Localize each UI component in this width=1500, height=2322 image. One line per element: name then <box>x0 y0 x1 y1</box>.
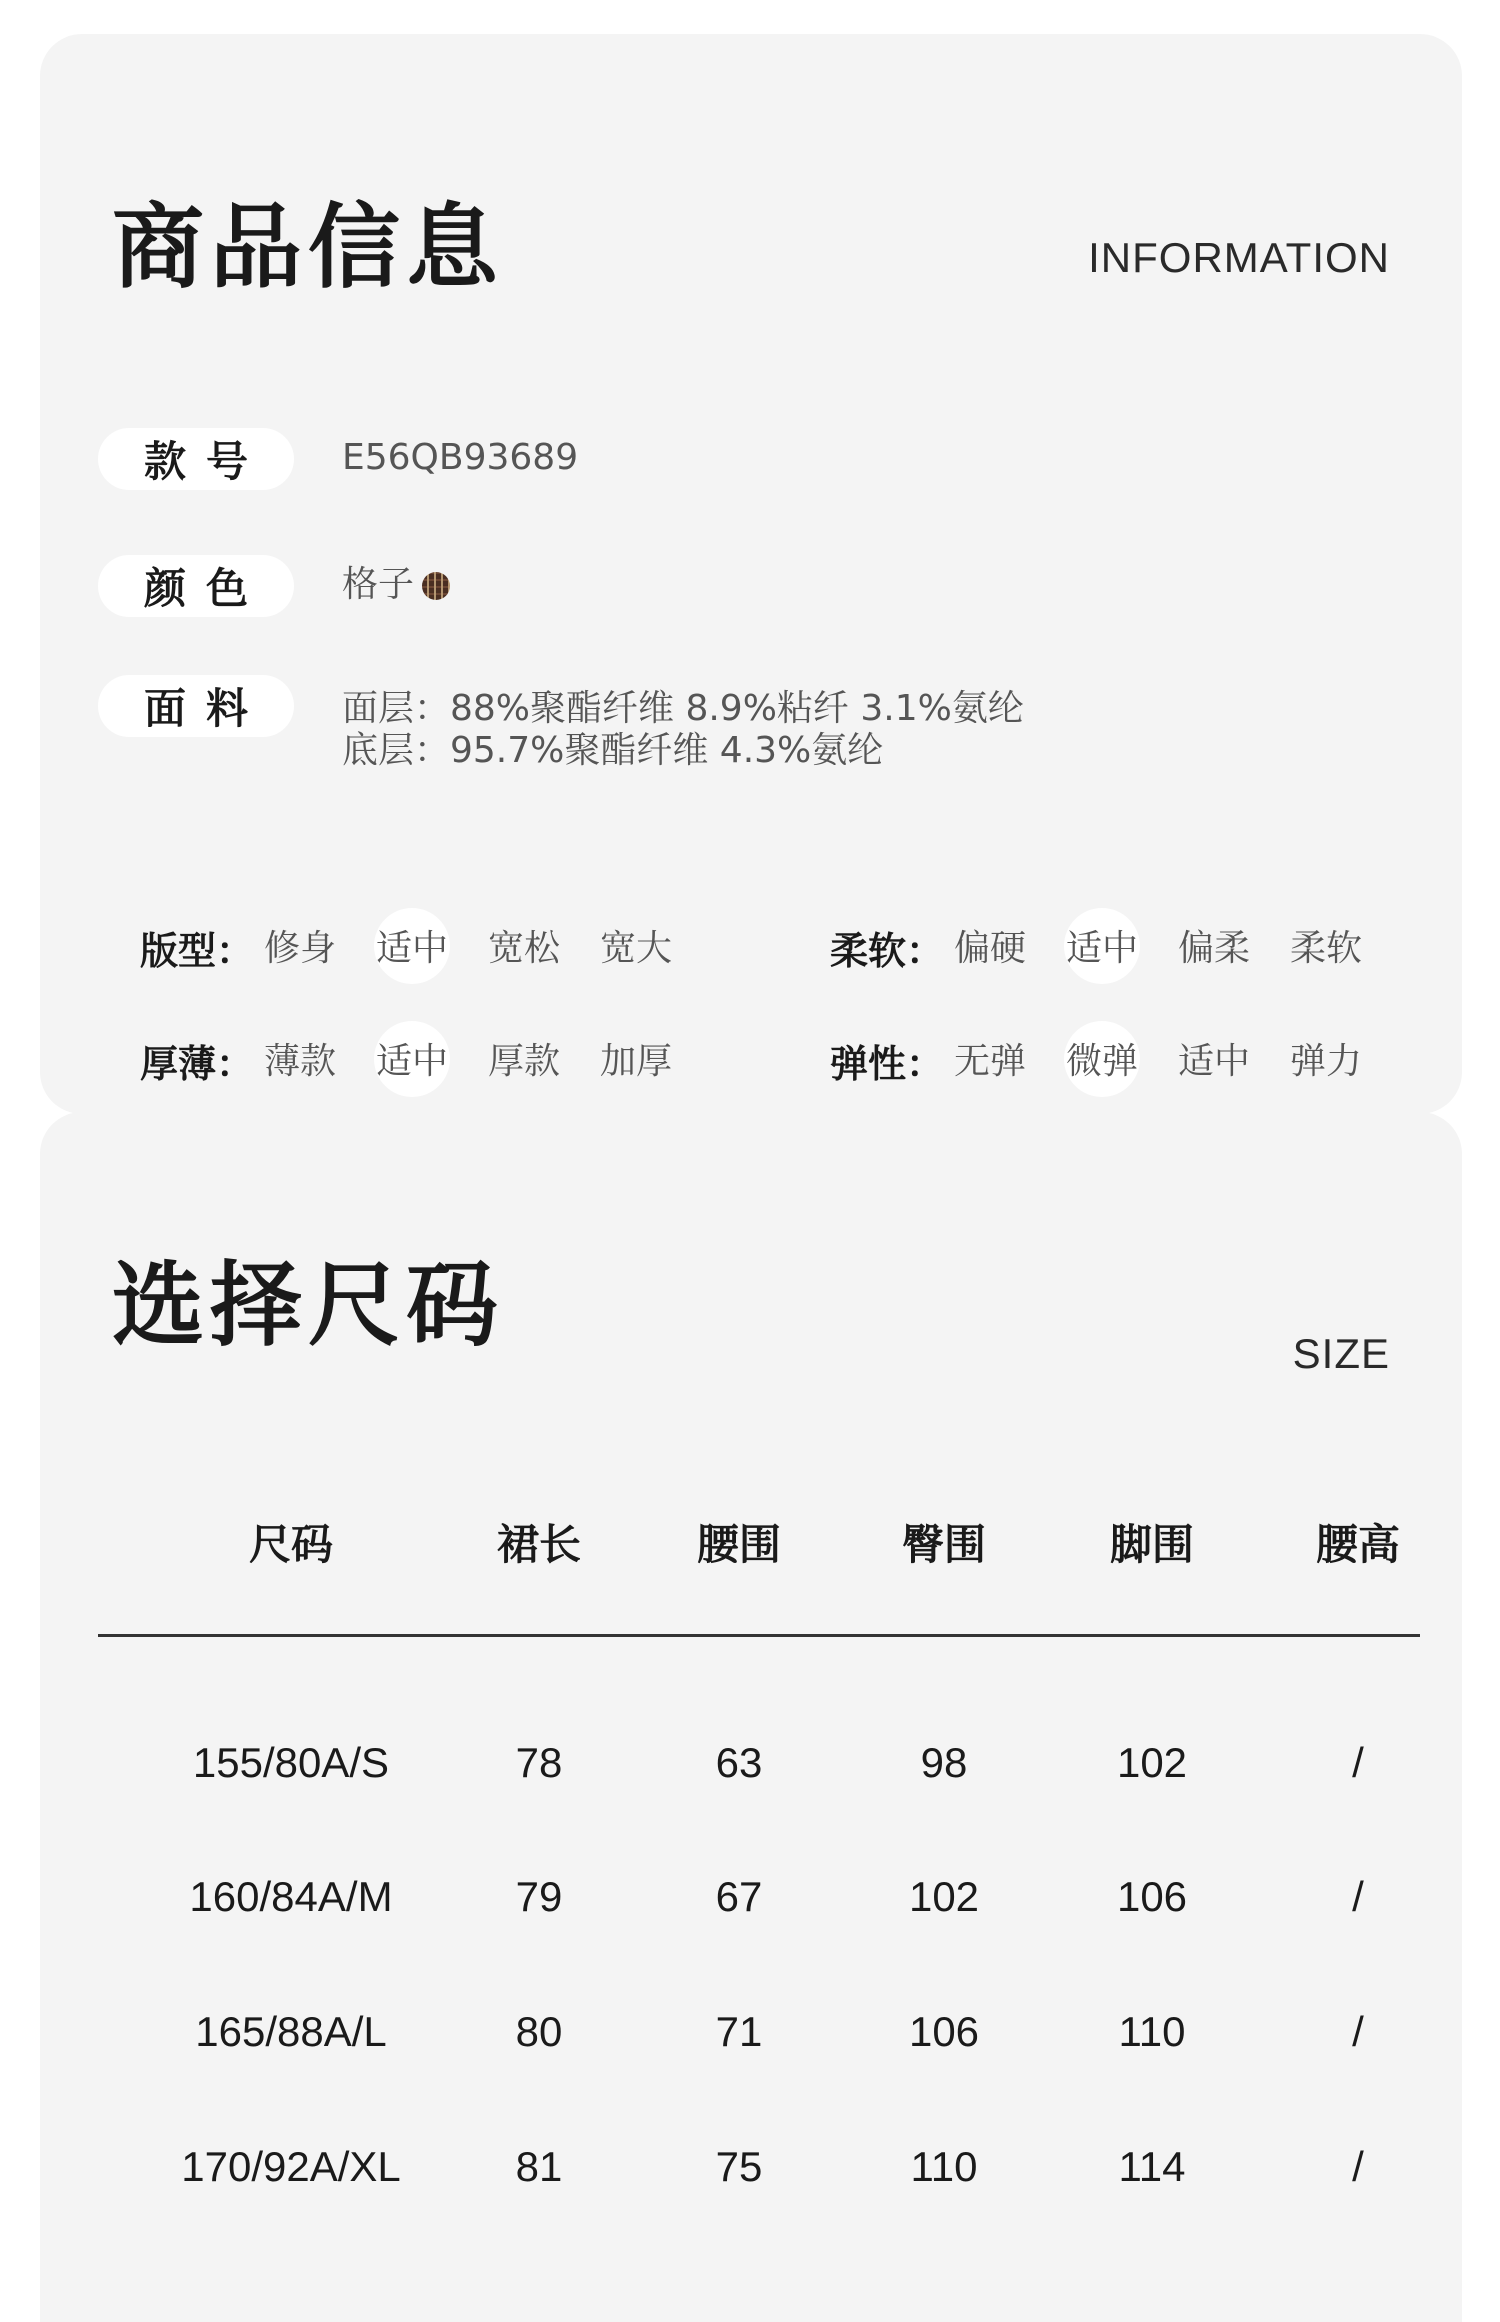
attr-softness-option-selected: 适中 <box>1066 920 1138 971</box>
attr-fit-option: 修身 <box>264 928 337 969</box>
attr-softness-option: 偏硬 <box>954 928 1027 969</box>
size-table-header <box>98 1482 1420 1607</box>
cell-skirt-length: 78 <box>515 1739 563 1786</box>
fabric-lining-layer: 底层：95.7%聚酯纤维 4.3%氨纶 <box>342 730 884 771</box>
attr-fit-label: 版型： <box>140 929 255 973</box>
fabric-label: 面料 <box>98 675 294 737</box>
attr-softness-label: 柔软： <box>830 929 945 973</box>
attr-thickness-option-selected: 适中 <box>376 1033 448 1084</box>
table-row <box>98 1853 1420 1943</box>
attr-thickness-option: 厚款 <box>488 1041 561 1082</box>
cell-waist-height: / <box>1352 2008 1364 2055</box>
cell-hip: 102 <box>908 1873 980 1920</box>
cell-size: 165/88A/L <box>195 2008 387 2055</box>
cell-size: 160/84A/M <box>189 1873 393 1920</box>
attr-elasticity-option: 弹力 <box>1290 1041 1363 1082</box>
fabric-value <box>342 688 1024 772</box>
table-row <box>98 1988 1420 2078</box>
attr-thickness <box>140 1017 760 1093</box>
header-waist: 腰围 <box>696 1520 782 1569</box>
cell-hip: 110 <box>910 2143 978 2190</box>
cell-hem: 102 <box>1116 1739 1188 1786</box>
cell-waist: 63 <box>715 1739 763 1786</box>
attr-softness <box>830 904 1450 980</box>
size-table <box>98 1482 1420 1607</box>
cell-size: 155/80A/S <box>192 1739 390 1786</box>
attr-thickness-option: 薄款 <box>264 1041 337 1082</box>
color-swatch-icon <box>422 572 450 600</box>
cell-waist-height: / <box>1352 2143 1364 2190</box>
product-info-card <box>40 34 1462 1114</box>
color-value <box>342 564 450 606</box>
cell-waist: 71 <box>715 2008 763 2055</box>
color-label: 颜色 <box>98 555 294 617</box>
cell-waist-height: / <box>1352 1739 1364 1786</box>
fabric-outer-layer: 面层：88%聚酯纤维 8.9%粘纤 3.1%氨纶 <box>342 688 1024 729</box>
size-chart-card <box>40 1112 1462 2322</box>
size-title-en: SIZE <box>1292 1330 1390 1377</box>
attr-softness-option: 柔软 <box>1290 928 1363 969</box>
table-row <box>98 1719 1420 1809</box>
attr-elasticity <box>830 1017 1450 1093</box>
size-title: 选择尺码 <box>112 1252 505 1359</box>
cell-skirt-length: 79 <box>515 1873 563 1920</box>
attr-fit-option: 宽大 <box>600 928 673 969</box>
header-hem: 脚围 <box>1109 1520 1195 1569</box>
info-title-en: INFORMATION <box>1088 234 1390 281</box>
table-divider <box>98 1634 1420 1637</box>
attr-elasticity-label: 弹性： <box>830 1042 945 1086</box>
attr-thickness-label: 厚薄： <box>140 1042 255 1086</box>
cell-hem: 110 <box>1118 2008 1186 2055</box>
info-title: 商品信息 <box>112 194 505 301</box>
cell-hip: 106 <box>908 2008 980 2055</box>
attr-fit-option-selected: 适中 <box>376 920 448 971</box>
color-name: 格子 <box>342 564 415 605</box>
cell-skirt-length: 81 <box>515 2143 563 2190</box>
attr-fit-option: 宽松 <box>488 928 561 969</box>
cell-skirt-length: 80 <box>515 2008 563 2055</box>
attr-elasticity-option: 适中 <box>1178 1041 1251 1082</box>
header-waist-height: 腰高 <box>1315 1520 1401 1569</box>
style-number-label: 款号 <box>98 428 294 490</box>
cell-hem: 106 <box>1116 1873 1188 1920</box>
cell-waist: 67 <box>715 1873 763 1920</box>
cell-waist-height: / <box>1352 1873 1364 1920</box>
header-hip: 臀围 <box>901 1520 987 1569</box>
style-number-value: E56QB93689 <box>342 437 579 478</box>
cell-size: 170/92A/XL <box>181 2143 401 2190</box>
table-row <box>98 2123 1420 2213</box>
header-skirt-length: 裙长 <box>496 1520 582 1569</box>
attr-softness-option: 偏柔 <box>1178 928 1251 969</box>
cell-hip: 98 <box>920 1739 968 1786</box>
attr-fit <box>140 904 760 980</box>
attr-elasticity-option-selected: 微弹 <box>1066 1033 1138 1084</box>
attr-elasticity-option: 无弹 <box>954 1041 1027 1082</box>
attr-thickness-option: 加厚 <box>600 1041 673 1082</box>
cell-hem: 114 <box>1118 2143 1186 2190</box>
cell-waist: 75 <box>715 2143 763 2190</box>
header-size: 尺码 <box>248 1520 334 1569</box>
